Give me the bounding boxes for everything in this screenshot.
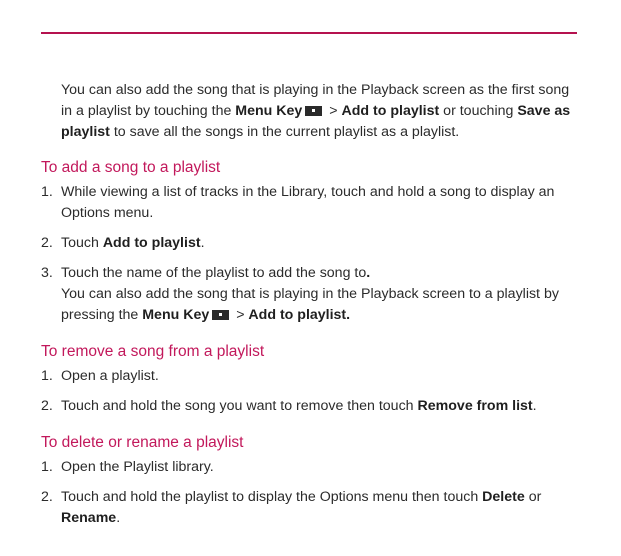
manual-content xyxy=(41,80,581,529)
step-number: 1. xyxy=(41,184,53,200)
step-text: . xyxy=(116,510,121,526)
intro-text: to save all the songs in the current playlist as a playlist. xyxy=(109,124,460,140)
step-number: 2. xyxy=(41,235,53,251)
step-text: Touch the name of the playlist to add the song to xyxy=(61,265,367,281)
step-text: or xyxy=(524,489,542,505)
add-to-playlist-term: Add to playlist xyxy=(102,235,201,251)
section-heading-remove: To remove a song from a playlist xyxy=(41,343,265,360)
intro-text: or touching xyxy=(439,103,518,119)
section-heading-delete: To delete or rename a playlist xyxy=(41,434,244,451)
intro-paragraph xyxy=(61,80,581,143)
list-item xyxy=(41,233,581,254)
menu-key-term: Menu Key xyxy=(235,103,303,119)
menu-key-icon xyxy=(212,310,229,320)
step-number: 2. xyxy=(41,489,53,505)
step-text: Touch and hold the playlist to display the Options menu then touch xyxy=(61,489,483,505)
list-item xyxy=(41,263,581,326)
note-text: You can also add the song that is playing in the Playback screen to a playlist by pressing the xyxy=(61,286,559,323)
header-rule xyxy=(41,32,577,34)
step-text: . xyxy=(532,398,537,414)
add-to-playlist-term: Add to playlist xyxy=(341,103,440,119)
add-to-playlist-term: Add to playlist. xyxy=(248,307,351,323)
step-text: . xyxy=(200,235,205,251)
step-text: Touch xyxy=(61,235,103,251)
menu-key-term: Menu Key xyxy=(142,307,210,323)
rename-term: Rename xyxy=(61,510,117,526)
step-note xyxy=(61,284,581,326)
section-heading-add: To add a song to a playlist xyxy=(41,159,221,176)
list-item xyxy=(41,396,581,417)
list-item xyxy=(41,366,581,387)
remove-steps-list xyxy=(41,366,581,417)
delete-steps-list xyxy=(41,457,581,529)
step-number: 2. xyxy=(41,398,53,414)
list-item xyxy=(41,457,581,478)
step-text: While viewing a list of tracks in the Library, touch and hold a song to display an Options menu. xyxy=(61,184,555,221)
delete-term: Delete xyxy=(482,489,525,505)
step-text: . xyxy=(366,265,371,281)
intro-text: You can also add the song that is playing in the Playback screen as the first song in a playlist by touching the xyxy=(61,82,570,119)
list-item xyxy=(41,182,581,224)
remove-from-list-term: Remove from list xyxy=(417,398,533,414)
save-as-playlist-term: Save as playlist xyxy=(61,103,571,140)
step-text: Open the Playlist library. xyxy=(61,459,214,475)
step-number: 3. xyxy=(41,265,53,281)
menu-key-icon xyxy=(305,106,322,116)
step-number: 1. xyxy=(41,459,53,475)
add-steps-list xyxy=(41,182,581,326)
separator-text: > xyxy=(325,103,342,119)
list-item xyxy=(41,487,581,529)
step-number: 1. xyxy=(41,368,53,384)
step-text: Open a playlist. xyxy=(61,368,159,384)
step-text: Touch and hold the song you want to remove then touch xyxy=(61,398,418,414)
separator-text: > xyxy=(232,307,249,323)
